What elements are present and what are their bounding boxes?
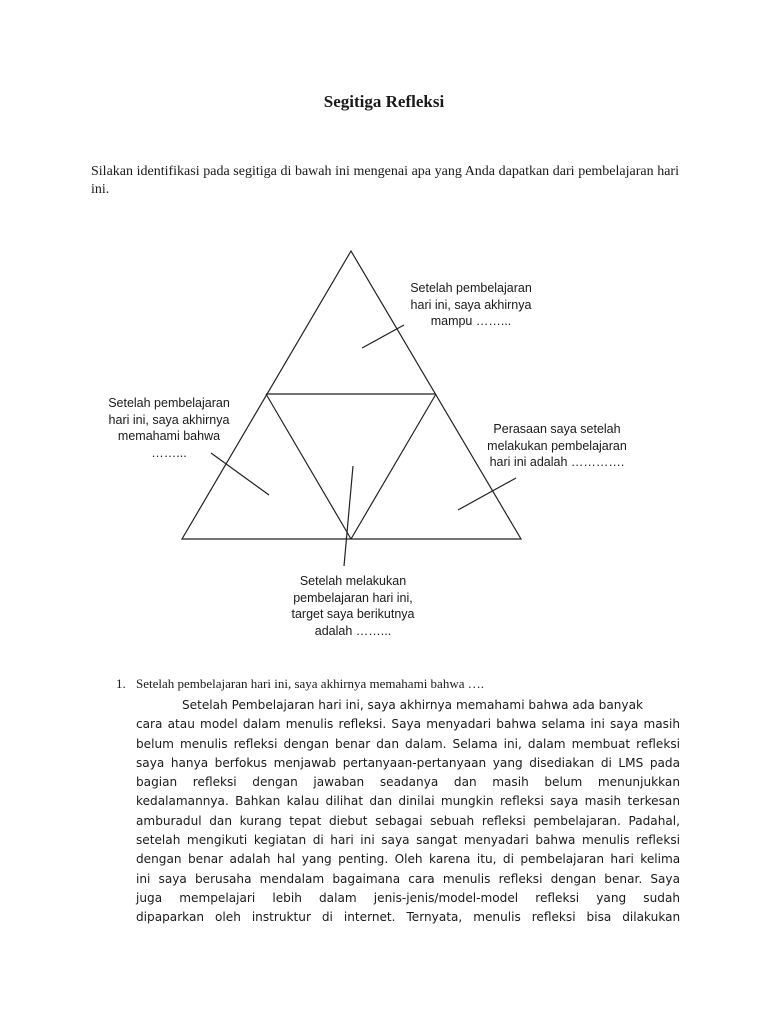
label-left: Setelah pembelajaran hari ini, saya akhirnya memahami bahwa ……... — [108, 396, 230, 460]
body-line: belum menulis refleksi dengan benar dan dalam. Selama ini, dalam membuat refleksi — [136, 736, 680, 751]
label-right: Perasaan saya setelah melakukan pembelajaran hari ini adalah …………. — [487, 422, 627, 469]
body-line: Setelah Pembelajaran hari ini, saya akhirnya memahami bahwa ada banyak — [182, 698, 643, 712]
intro-paragraph: Silakan identifikasi pada segitiga di bawah ini mengenai apa yang Anda dapatkan dari pembelajaran hari ini. — [91, 164, 679, 197]
body-line: dipaparkan oleh instruktur di internet. Ternyata, menulis refleksi bisa dilakukan — [136, 910, 681, 925]
pointer-bottom — [344, 466, 353, 566]
body-line: dengan benar adalah hal yang penting. Oleh karena itu, di pembelajaran hari kelima — [136, 852, 681, 867]
body-line: cara atau model dalam menulis refleksi. Saya menyadari bahwa selama ini saya masih — [136, 717, 680, 732]
inner-triangle-left-edge — [266, 394, 351, 539]
body-line: setelah mengikuti kegiatan di hari ini saya sangat menyadari bahwa menulis refleksi — [136, 833, 680, 848]
page-title: Segitiga Refleksi — [323, 92, 445, 111]
body-line: juga mempelajari lebih dalam jenis-jenis/model-model refleksi yang sudah — [136, 890, 681, 905]
body-line: ini saya berusaha mendalam bagaimana cara menulis refleksi dengan benar. Saya — [136, 871, 680, 886]
label-bottom: Setelah melakukan pembelajaran hari ini, target saya berikutnya adalah ……... — [291, 574, 415, 638]
inner-triangle-right-edge — [351, 394, 436, 539]
section-1-heading — [116, 676, 484, 692]
label-top-right: Setelah pembelajaran hari ini, saya akhirnya mampu ……... — [410, 281, 532, 328]
body-line: bagian refleksi dengan jawaban seadanya dan masih belum menunjukkan — [136, 775, 680, 790]
body-line: amburadul dan kurang tepat diebut sebagai sebuah refleksi pembelajaran. Padahal, — [136, 813, 680, 828]
list-number: 1. — [116, 676, 126, 691]
section-heading-text: Setelah pembelajaran hari ini, saya akhirnya memahami bahwa …. — [136, 676, 484, 691]
pointer-right — [458, 478, 516, 510]
body-line: kedalamannya. Bahkan kalau dilihat dan dinilai mungkin refleksi saya masih terkesan — [136, 794, 680, 809]
body-line: saya hanya berfokus menjawab pertanyaan-pertanyaan yang disediakan di LMS pada — [136, 755, 680, 770]
section-1-body — [136, 696, 680, 928]
